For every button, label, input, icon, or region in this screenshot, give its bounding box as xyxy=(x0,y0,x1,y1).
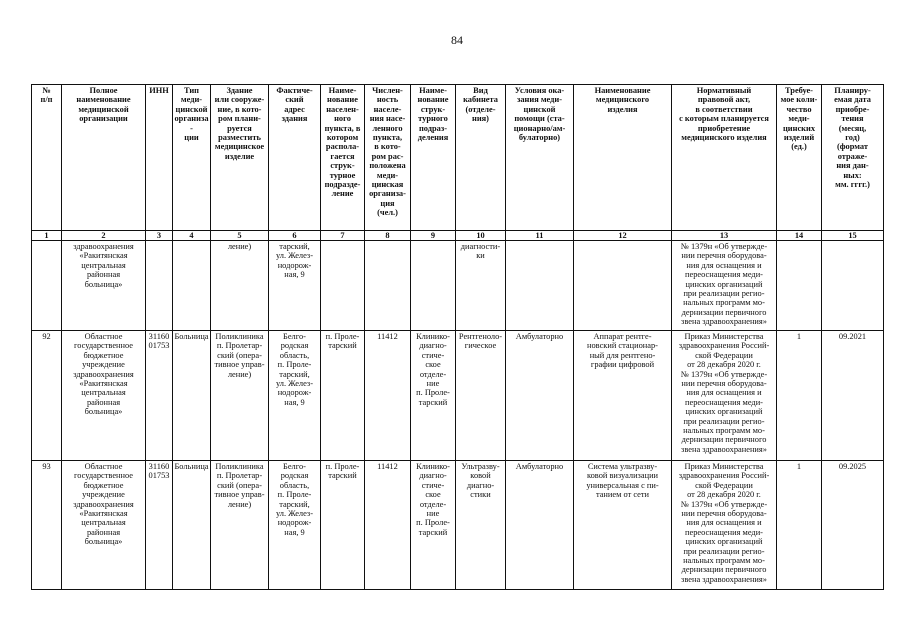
col-header-conditions: Условия ока- зания меди- цинской помощи (ста- ционарно/ам- булаторно) xyxy=(506,85,574,231)
col-header-address: Фактиче- ский адрес здания xyxy=(269,85,321,231)
cell-act: № 1379н «Об утвержде- нии перечня оборудова- ния для оснащения и переоснащения меди- цинских организаций при реализации регио- нальных программ мо- дернизации первичного звена здравоохранения» xyxy=(672,241,777,331)
column-number: 4 xyxy=(173,231,211,241)
cell-address: тарский, ул. Желез- нодорож- ная, 9 xyxy=(269,241,321,331)
col-header-unit: Наиме- нование струк- турного подраз- деления xyxy=(411,85,456,231)
cell-device xyxy=(574,241,672,331)
table-row-continuation xyxy=(32,241,884,331)
page-number: 84 xyxy=(451,33,463,47)
column-number: 1 xyxy=(32,231,62,241)
cell-locality xyxy=(321,241,365,331)
col-header-org: Полное наименование медицинской организации xyxy=(62,85,146,231)
column-number: 15 xyxy=(822,231,884,241)
column-number: 6 xyxy=(269,231,321,241)
header-row xyxy=(32,85,884,231)
cell-act: Приказ Министерства здравоохранения Россий- ской Федерации от 28 декабря 2020 г. № 1379н «Об утвержде- нии перечня оборудова- ния для оснащения и переоснащения меди- цинских организаций при реализации регио- нальных программ мо- дернизации первичного звена здравоохранения» xyxy=(672,331,777,461)
cell-org: Областное государственное бюджетное учреждение здравоохранения «Ракитянская центральная районная больница» xyxy=(62,461,146,590)
cell-inn: 31160 01753 xyxy=(146,331,173,461)
cell-population xyxy=(365,241,411,331)
cell-population: 11412 xyxy=(365,461,411,590)
cell-no: 93 xyxy=(32,461,62,590)
cell-device: Система ультразву- ковой визуализации универсальная с пи- танием от сети xyxy=(574,461,672,590)
cell-date: 09.2021 xyxy=(822,331,884,461)
cell-cabinet: диагности- ки xyxy=(456,241,506,331)
col-header-no: № п/п xyxy=(32,85,62,231)
cell-locality: п. Проле- тарский xyxy=(321,331,365,461)
cell-unit: Клинико- диагно- стиче- ское отделе- ние п. Проле- тарский xyxy=(411,331,456,461)
cell-population: 11412 xyxy=(365,331,411,461)
cell-inn xyxy=(146,241,173,331)
column-number-row xyxy=(32,231,884,241)
cell-date xyxy=(822,241,884,331)
column-number: 2 xyxy=(62,231,146,241)
cell-conditions: Амбулаторно xyxy=(506,461,574,590)
cell-no xyxy=(32,241,62,331)
cell-cabinet: Ультразву- ковой диагно- стики xyxy=(456,461,506,590)
col-header-qty: Требуе- мое коли- чество меди- цинских изделий (ед.) xyxy=(777,85,822,231)
col-header-building: Здание или сооруже- ние, в кото- ром плани- руется разместить медицинское изделие xyxy=(211,85,269,231)
column-number: 8 xyxy=(365,231,411,241)
col-header-date: Планиру- емая дата приобре- тения (месяц, год) (формат отраже- ния дан- ных: мм. гггг.) xyxy=(822,85,884,231)
cell-act: Приказ Министерства здравоохранения Россий- ской Федерации от 28 декабря 2020 г. № 1379н «Об утвержде- нии перечня оборудова- ния для оснащения и переоснащения меди- цинских организаций при реализации регио- нальных программ мо- дернизации первичного звена здравоохранения» xyxy=(672,461,777,590)
col-header-device: Наименование медицинского изделия xyxy=(574,85,672,231)
cell-qty: 1 xyxy=(777,461,822,590)
cell-type: Больница xyxy=(173,461,211,590)
column-number: 7 xyxy=(321,231,365,241)
cell-org: здравоохранения «Ракитянская центральная районная больница» xyxy=(62,241,146,331)
column-number: 14 xyxy=(777,231,822,241)
column-number: 5 xyxy=(211,231,269,241)
equipment-table xyxy=(31,84,884,590)
cell-unit: Клинико- диагно- стиче- ское отделе- ние п. Проле- тарский xyxy=(411,461,456,590)
cell-qty xyxy=(777,241,822,331)
col-header-locality: Наиме- нование населен- ного пункта, в котором распола- гается струк- турное подразде- ление xyxy=(321,85,365,231)
cell-address: Белго- родская область, п. Проле- тарский, ул. Желез- нодорож- ная, 9 xyxy=(269,461,321,590)
cell-conditions xyxy=(506,241,574,331)
cell-device: Аппарат рентге- новский стационар- ный для рентгено- графии цифровой xyxy=(574,331,672,461)
cell-unit xyxy=(411,241,456,331)
col-header-cabinet: Вид кабинета (отделе- ния) xyxy=(456,85,506,231)
cell-date: 09.2025 xyxy=(822,461,884,590)
cell-locality: п. Проле- тарский xyxy=(321,461,365,590)
cell-type: Больница xyxy=(173,331,211,461)
table-row xyxy=(32,331,884,461)
cell-building: Поликлиника п. Пролетар- ский (опера- тивное управ- ление) xyxy=(211,461,269,590)
cell-org: Областное государственное бюджетное учреждение здравоохранения «Ракитянская центральная районная больница» xyxy=(62,331,146,461)
cell-building: ление) xyxy=(211,241,269,331)
cell-inn: 31160 01753 xyxy=(146,461,173,590)
cell-qty: 1 xyxy=(777,331,822,461)
column-number: 9 xyxy=(411,231,456,241)
column-number: 12 xyxy=(574,231,672,241)
cell-no: 92 xyxy=(32,331,62,461)
table-row xyxy=(32,461,884,590)
col-header-type: Тип меди- цинской организа- ции xyxy=(173,85,211,231)
cell-cabinet: Рентгеноло- гическое xyxy=(456,331,506,461)
col-header-population: Числен- ность населе- ния насе- ленного пункта, в кото- ром рас- положена меди- цинская организа- ция (чел.) xyxy=(365,85,411,231)
column-number: 13 xyxy=(672,231,777,241)
column-number: 11 xyxy=(506,231,574,241)
column-number: 3 xyxy=(146,231,173,241)
col-header-act: Нормативный правовой акт, в соответствии с которым планируется приобретение медицинского изделия xyxy=(672,85,777,231)
cell-conditions: Амбулаторно xyxy=(506,331,574,461)
column-number: 10 xyxy=(456,231,506,241)
cell-type xyxy=(173,241,211,331)
col-header-inn: ИНН xyxy=(146,85,173,231)
cell-address: Белго- родская область, п. Проле- тарский, ул. Желез- нодорож- ная, 9 xyxy=(269,331,321,461)
cell-building: Поликлиника п. Пролетар- ский (опера- тивное управ- ление) xyxy=(211,331,269,461)
